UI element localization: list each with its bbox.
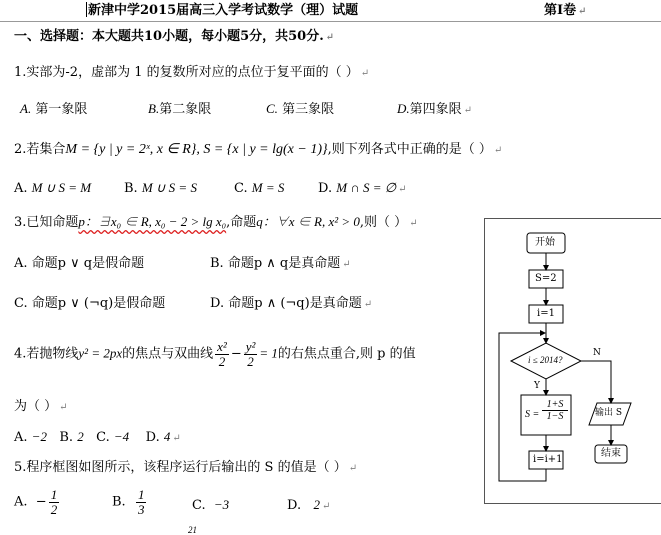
- q3-option-b: B. 命题p ∧ q是真命题 ↵: [210, 256, 351, 271]
- flow-assign-lhs: S =: [525, 409, 540, 420]
- flowchart: [484, 218, 661, 504]
- q4-fraction-y: $\frac{\text{y²}}{2}$: [245, 339, 256, 369]
- q3-option-a: A. 命题p ∨ q是假命题: [14, 256, 145, 271]
- q1-option-c: C. 第三象限: [266, 101, 335, 117]
- flow-no-label: N: [593, 348, 601, 358]
- q1-option-a: A. 第一象限: [20, 101, 88, 117]
- flow-incr-label: i=i+1: [533, 454, 563, 465]
- q1-stem: 1.实部为-2，虚部为 1 的复数所对应的点位于复平面的（ ） ↵: [14, 65, 370, 80]
- flow-yes-label: Y: [534, 381, 540, 391]
- q4-stem-line2: 为（ ） ↵: [14, 399, 68, 414]
- q4-stem: 4.若抛物线y² = 2px的焦点与双曲线 $\frac{\text{x²}}{2}$ − $\frac{\text{y²}}{2}$ = 1的右焦点重合,则 p 的值: [14, 339, 416, 369]
- volume-label: 第Ⅰ卷 ↵: [544, 3, 587, 18]
- section-heading: 一、选择题：本大题共10小题，每小题5分，共50分. ↵: [14, 29, 335, 44]
- flowchart-graphics: [485, 219, 661, 503]
- flow-assign-fraction: $\frac{1+S}{1-S}$: [542, 399, 568, 422]
- q2-option-a: A. M ∪ S = M: [14, 180, 92, 196]
- q5-option-d: D. 2 ↵: [287, 497, 331, 513]
- q2-option-c: C. M = S: [234, 180, 285, 196]
- flow-s-init-label: S=2: [535, 273, 557, 284]
- flow-condition-label: i ≤ 2014?: [528, 355, 563, 365]
- q3-option-d: D. 命题p ∧ (¬q)是真命题 ↵: [210, 296, 373, 311]
- q4-fraction-x: $\frac{\text{x²}}{2}$: [217, 339, 227, 369]
- header-rule: [0, 21, 661, 22]
- q1-option-d: D.第四象限 ↵: [397, 101, 473, 117]
- next-line-fragment: 21: [188, 525, 197, 535]
- flow-i-init-label: i=1: [537, 308, 555, 319]
- q2-option-d: D. M ∩ S = ∅ ↵: [318, 180, 407, 196]
- q2-option-b: B. M ∪ S = S: [124, 180, 197, 196]
- q5-option-a: A. − $\frac{1}{2}$: [14, 487, 58, 517]
- q3-option-c: C. 命题p ∨ (¬q)是假命题: [14, 296, 166, 311]
- flow-output-label: 输出 S: [595, 408, 623, 418]
- q4-options: A. −2 B. 2 C. −4 D. 4 ↵: [14, 429, 181, 445]
- q1-option-b: B.第二象限: [148, 101, 212, 117]
- q2-stem: 2.若集合M = {y | y = 2ˣ, x ∈ R}, S = {x | y = lg(x − 1)},则下列各式中正确的是（ ） ↵: [14, 142, 503, 157]
- flow-end-label: 结束: [601, 448, 621, 459]
- q5-option-b: B. $\frac{1}{3}$: [112, 487, 145, 517]
- text-cursor: [86, 2, 87, 17]
- q5-option-c: C. −3: [192, 497, 230, 513]
- q5-stem: 5.程序框图如图所示，该程序运行后输出的 S 的值是（ ） ↵: [14, 460, 358, 475]
- q3-stem: 3.已知命题p：∃x₀ ∈ R, x₀ − 2 > lg x₀,命题q：∀x ∈ R, x² > 0,则（ ） ↵: [14, 214, 418, 230]
- exam-title: 新津中学2015届高三入学考试数学（理）试题: [88, 3, 359, 18]
- flow-start-label: 开始: [535, 237, 555, 248]
